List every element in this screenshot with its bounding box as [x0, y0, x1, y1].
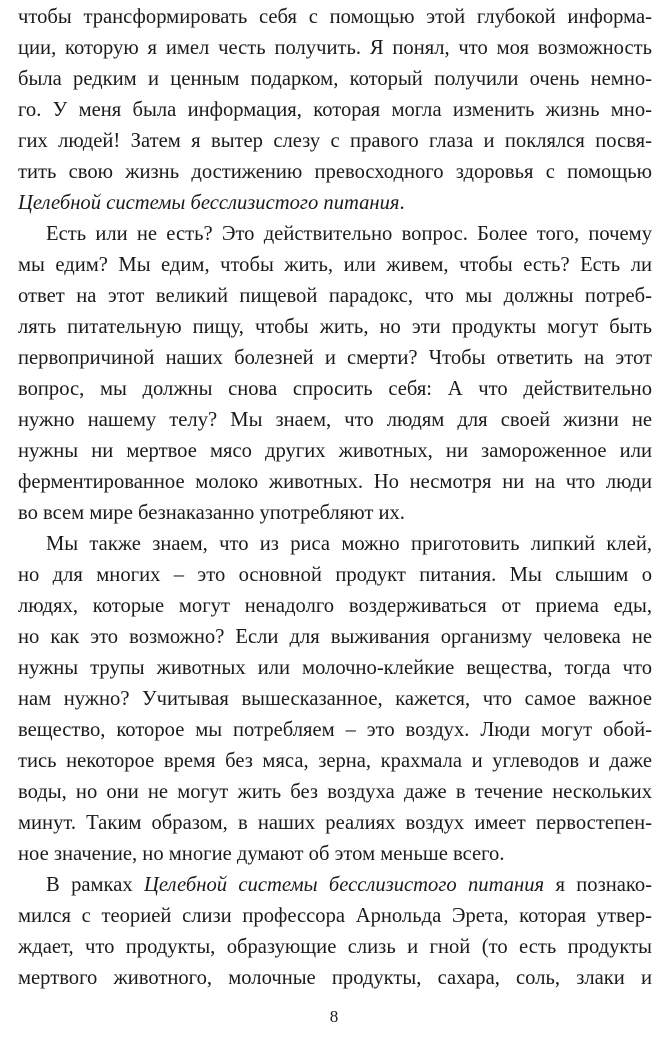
book-title-italic: Целебной системы бесслизистого питания	[144, 874, 545, 896]
text-line: гих людей! Затем я вытер слезу с правого глаза и поклялся посвя-	[18, 130, 652, 152]
text-line: людях, которые могут ненадолго воздерживаться от приема еды,	[18, 595, 652, 617]
text-fragment: .	[399, 192, 405, 214]
text-line: тить свою жизнь достижению превосходного здоровья с помощью	[18, 161, 652, 183]
text-line	[18, 188, 652, 219]
paragraph-first-line: Есть или не есть? Это действительно вопрос. Более того, почему	[46, 223, 652, 245]
paragraph-first-line	[46, 870, 652, 901]
text-line: тись некоторое время без мяса, зерна, крахмала и углеводов и даже	[18, 750, 652, 772]
text-line: мертвого животного, молочные продукты, сахара, соль, злаки и	[18, 967, 652, 989]
text-line: вопрос, мы должны снова спросить себя: А что действительно	[18, 378, 652, 400]
text-line: ное значение, но многие думают об этом меньше всего.	[18, 843, 505, 865]
text-line: первопричиной наших болезней и смерти? Чтобы ответить на этот	[18, 347, 652, 369]
text-line: ции, которую я имел честь получить. Я понял, что моя возможность	[18, 37, 652, 59]
book-title-italic: Целебной системы бесслизистого питания	[18, 192, 400, 214]
text-fragment: В рамках	[46, 874, 145, 896]
text-line: мы едим? Мы едим, чтобы жить, или живем, чтобы есть? Есть ли	[18, 254, 652, 276]
text-line: но для многих – это основной продукт питания. Мы слышим о	[18, 564, 652, 586]
text-line: минут. Таким образом, в наших реалиях воздух имеет первостепен-	[18, 812, 652, 834]
text-line: вещество, которое мы потребляем – это воздух. Люди могут обой-	[18, 719, 652, 741]
text-line: нужно нашему телу? Мы знаем, что людям для своей жизни не	[18, 409, 652, 431]
book-page	[18, 0, 652, 1044]
text-fragment: я познако-	[544, 874, 652, 896]
text-line: мился с теорией слизи профессора Арнольда Эрета, которая утвер-	[18, 905, 652, 927]
paragraph-first-line: Мы также знаем, что из риса можно приготовить липкий клей,	[46, 533, 652, 555]
text-line: нам нужно? Учитывая вышесказанное, кажется, что самое важное	[18, 688, 652, 710]
text-line: ответ на этот великий пищевой парадокс, что мы должны потреб-	[18, 285, 652, 307]
text-line: во всем мире безнаказанно употребляют их.	[18, 502, 405, 524]
text-line: ждает, что продукты, образующие слизь и гной (то есть продукты	[18, 936, 652, 958]
text-line: нужны трупы животных или молочно-клейкие вещества, тогда что	[18, 657, 652, 679]
text-line: ферментированное молоко животных. Но несмотря ни на что люди	[18, 471, 652, 493]
text-line: была редким и ценным подарком, который получили очень немно-	[18, 68, 652, 90]
text-line: но как это возможно? Если для выживания организму человека не	[18, 626, 652, 648]
text-line: чтобы трансформировать себя с помощью этой глубокой информа-	[18, 6, 652, 28]
page-number: 8	[329, 1007, 339, 1026]
text-line: нужны ни мертвое мясо других животных, ни замороженное или	[18, 440, 652, 462]
text-line: го. У меня была информация, которая могла изменить жизнь мно-	[18, 99, 652, 121]
text-line: лять питательную пищу, чтобы жить, но эти продукты могут быть	[18, 316, 652, 338]
text-line: воды, но они не могут жить без воздуха даже в течение нескольких	[18, 781, 652, 803]
